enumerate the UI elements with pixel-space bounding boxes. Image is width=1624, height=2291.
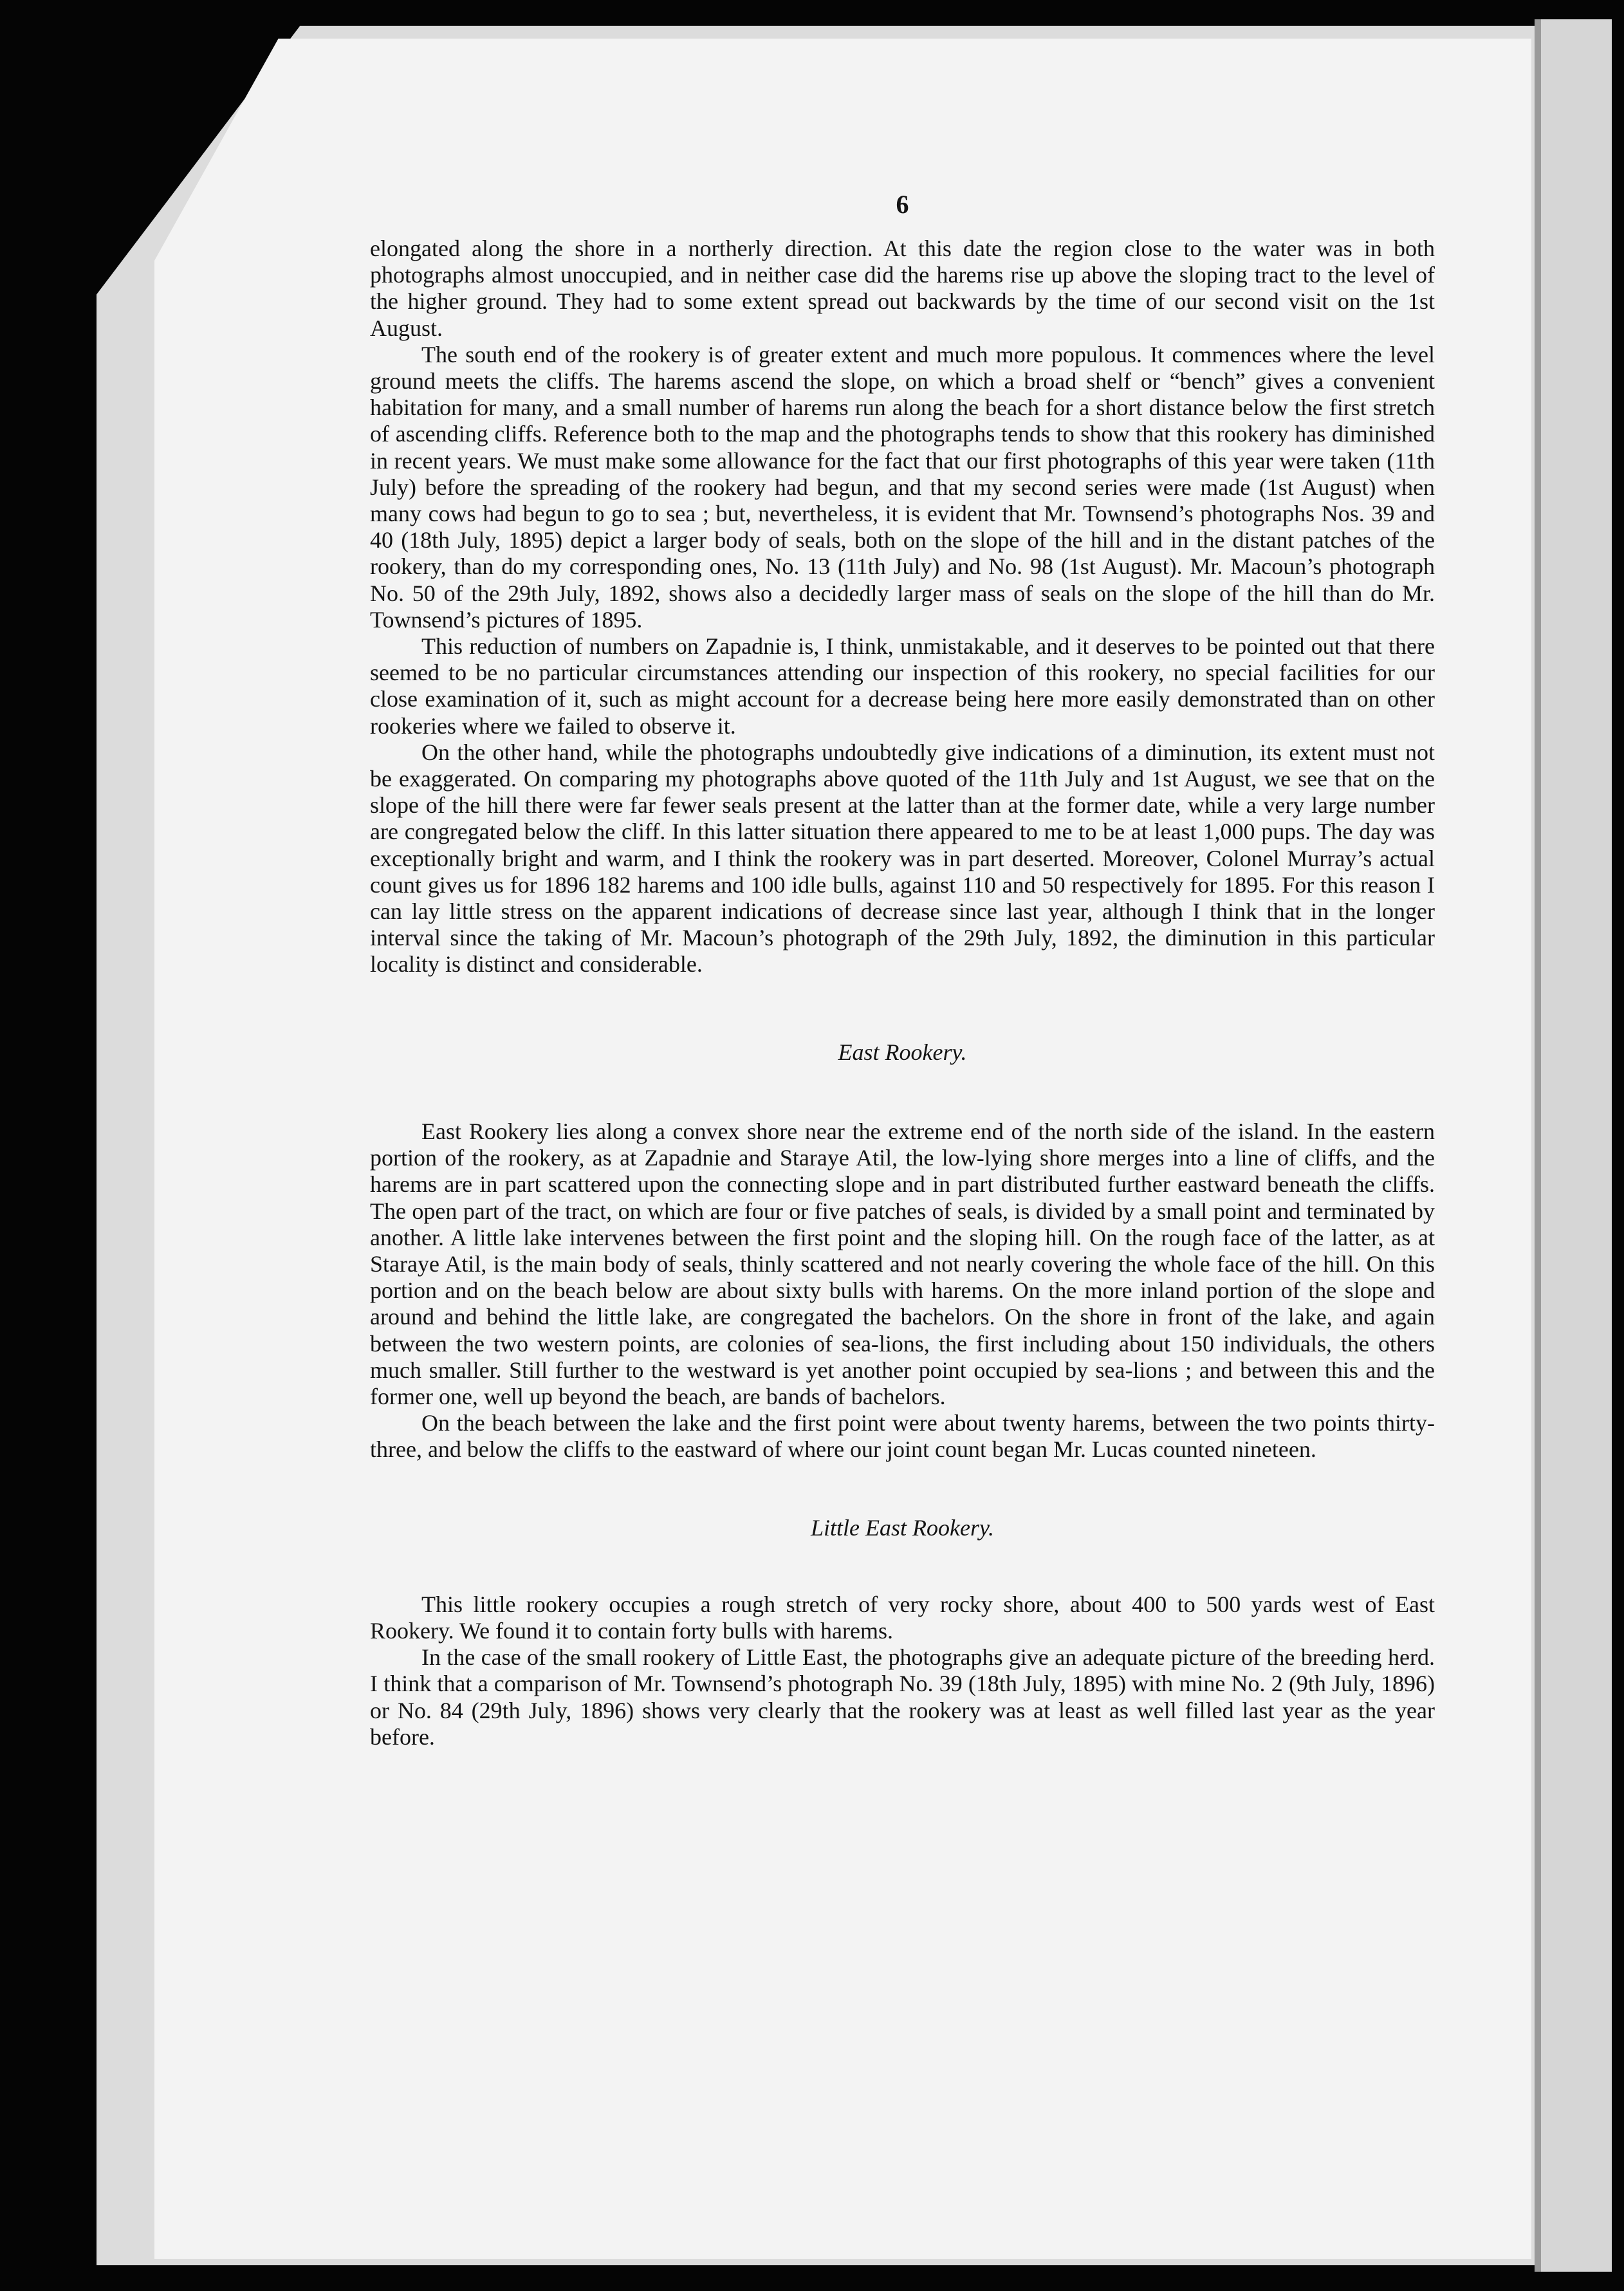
spacer <box>370 1541 1435 1591</box>
next-page-strip <box>1541 19 1612 2272</box>
spacer <box>370 1463 1435 1515</box>
paragraph-other-hand: On the other hand, while the photographs undoubtedly give indications of a diminution, its extent must not be exaggerated. On comparing my photographs above quoted of the 11th July and 1st August, we see that on the slope of the hill there were far fewer seals present at the latter than at the former date, while a very large number are congregated below the cliff. In this latter situation there appeared to me to be at least 1,000 pups. The day was exceptionally bright and warm, and I think the rookery was in part deserted. Moreover, Colonel Murray’s actual count gives us for 1896 182 harems and 100 idle bulls, against 110 and 50 respectively for 1895. For this reason I can lay little stress on the apparent indications of decrease since last year, although I think that in the longer interval since the taking of Mr. Macoun’s photograph of the 29th July, 1892, the diminution in this particular locality is distinct and considerable. <box>370 739 1435 978</box>
page-number: 6 <box>896 190 909 219</box>
paragraph-east-harems: On the beach between the lake and the first point were about twenty harems, between the two points thirty-three, and below the cliffs to the eastward of where our joint count began Mr. Lucas counted nineteen. <box>370 1410 1435 1463</box>
section-heading-little-east-rookery: Little East Rookery. <box>811 1514 994 1541</box>
paragraph-east-description: East Rookery lies along a convex shore near the extreme end of the north side of the island. In the eastern portion of the rookery, as at Zapadnie and Staraye Atil, the low-lying shore merges into a line of cliffs, and the harems are in part scattered upon the connecting slope and in part distributed further eastward beneath the cliffs. The open part of the tract, on which are four or five patches of seals, is divided by a small point and terminated by another. A little lake intervenes between the first point and the sloping hill. On the rough face of the latter, as at Staraye Atil, is the main body of seals, thinly scattered and not nearly covering the whole face of the hill. On this portion and on the beach below are about sixty bulls with harems. On the more inland portion of the slope and around and behind the little lake, are congregated the bachelors. On the shore in front of the lake, and again between the two western points, are colonies of sea-lions, the first including about 150 individuals, the others much smaller. Still further to the westward is yet another point occupied by sea-lions ; and between this and the former one, well up beyond the beach, are bands of bachelors. <box>370 1118 1435 1409</box>
spacer <box>370 978 1435 1039</box>
section-heading-east-rookery: East Rookery. <box>838 1039 967 1065</box>
paragraph-continuation: elongated along the shore in a northerly direction. At this date the region close to the water was in both photographs almost unoccupied, and in neither case did the harems rise up above the sloping tract to the level of the higher ground. They had to some extent spread out backwards by the time of our second visit on the 1st August. <box>370 236 1435 341</box>
paragraph-little-east-description: This little rookery occupies a rough stretch of very rocky shore, about 400 to 500 yards west of East Rookery. We found it to contain forty bulls with harems. <box>370 1591 1435 1644</box>
paragraph-south-end: The south end of the rookery is of greater extent and much more populous. It commences where the level ground meets the cliffs. The harems ascend the slope, on which a broad shelf or “bench” gives a convenient habitation for many, and a small number of harems run along the beach for a short distance below the first stretch of ascending cliffs. Reference both to the map and the photographs tends to show that this rookery has diminished in recent years. We must make some allowance for the fact that our first photographs of this year were taken (11th July) before the spreading of the rookery had begun, and that my second series were made (1st August) when many cows had begun to go to sea ; but, nevertheless, it is evident that Mr. Townsend’s photographs Nos. 39 and 40 (18th July, 1895) depict a larger body of seals, both on the slope of the hill and in the distant patches of the rookery, than do my corresponding ones, No. 13 (11th July) and No. 98 (1st August). Mr. Macoun’s photograph No. 50 of the 29th July, 1892, shows also a decidedly larger mass of seals on the slope of the hill than do Mr. Townsend’s pictures of 1895. <box>370 341 1435 633</box>
spacer <box>370 1066 1435 1118</box>
document-text <box>370 174 1435 1750</box>
paragraph-little-east-photographs: In the case of the small rookery of Little East, the photographs give an adequate picture of the breeding herd. I think that a comparison of Mr. Townsend’s photograph No. 39 (18th July, 1895) with mine No. 2 (9th July, 1896) or No. 84 (29th July, 1896) shows very clearly that the rookery was at least as well filled last year as the year before. <box>370 1644 1435 1750</box>
paragraph-reduction: This reduction of numbers on Zapadnie is, I think, unmistakable, and it deserves to be pointed out that there seemed to be no particular circumstances attending our inspection of this rookery, no special facilities for our close examination of it, such as might account for a decrease being here more easily demonstrated than on other rookeries where we failed to observe it. <box>370 633 1435 739</box>
